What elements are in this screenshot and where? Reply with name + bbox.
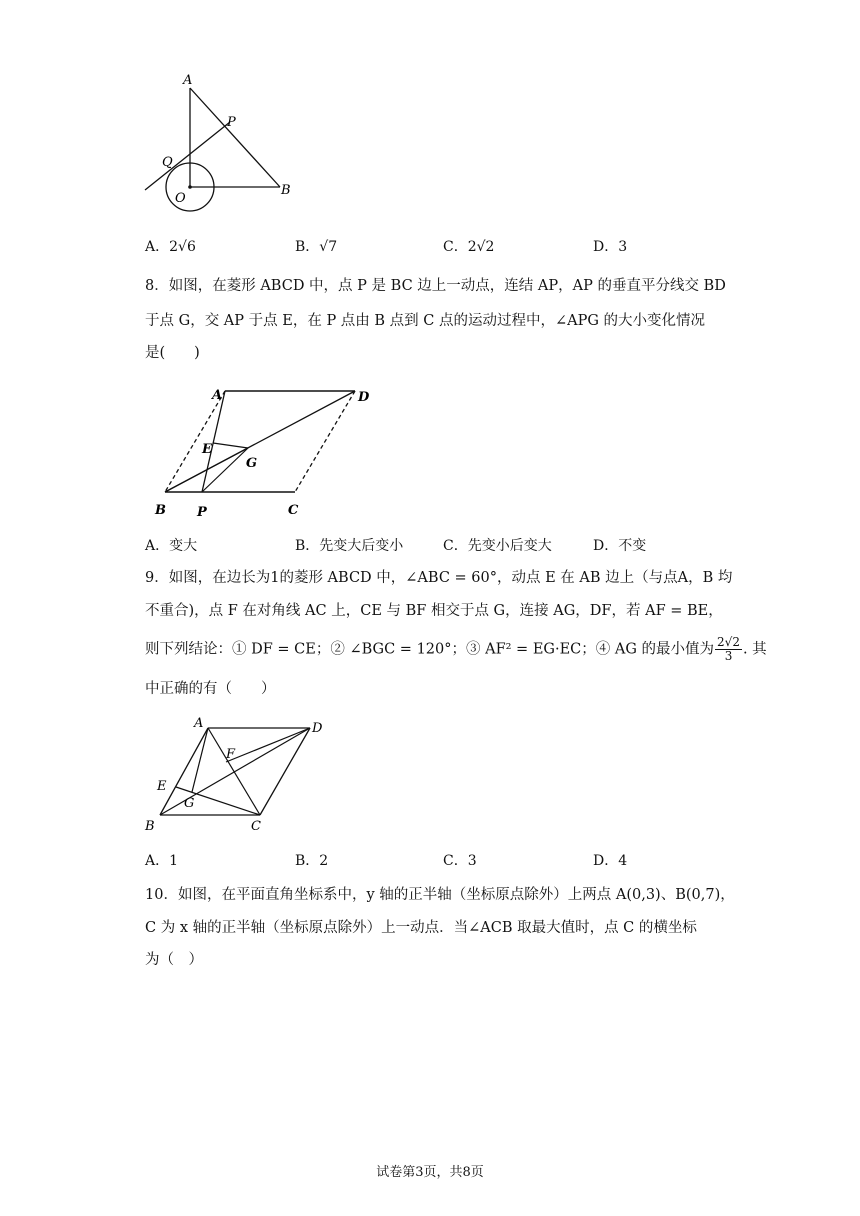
q9-label-e: E xyxy=(157,779,167,794)
q9-label-a: A xyxy=(194,716,204,731)
q9-label-f: F xyxy=(226,747,236,762)
q9-fraction-num: 2√2 xyxy=(717,635,740,649)
q9-options xyxy=(145,850,705,872)
q9-line3-post: . 其 xyxy=(742,641,767,658)
q9-label-c: C xyxy=(251,819,261,834)
q8-option-c[interactable]: C．先变小后变大 xyxy=(443,538,552,554)
q8-label-p: P xyxy=(197,505,207,520)
q7-option-c[interactable]: C．2√2 xyxy=(443,239,495,255)
q9-option-a[interactable]: A．1 xyxy=(145,853,179,869)
q7-option-d[interactable]: D．3 xyxy=(593,239,628,255)
q7-options xyxy=(145,236,705,258)
q10-text-line3: 为（ ） xyxy=(145,952,203,968)
q7-label-q: Q xyxy=(162,155,173,170)
q9-fraction xyxy=(715,636,742,663)
q8-label-c: C xyxy=(288,503,299,518)
q9-text-line3 xyxy=(145,636,767,663)
q9-option-c[interactable]: C．3 xyxy=(443,853,477,869)
q7-option-b[interactable]: B．√7 xyxy=(295,239,338,255)
q8-text-line1: 8．如图，在菱形 ABCD 中，点 P 是 BC 边上一动点，连结 AP，AP 的垂直平分线交 BD xyxy=(145,278,726,294)
q8-option-d[interactable]: D．不变 xyxy=(593,538,647,554)
q8-label-e: E xyxy=(202,442,212,457)
q9-option-d[interactable]: D．4 xyxy=(593,853,628,869)
q7-label-a: A xyxy=(183,73,193,88)
q8-figure xyxy=(150,382,390,522)
q9-label-d: D xyxy=(312,721,323,736)
page-footer: 试卷第3页，共8页 xyxy=(376,1165,484,1180)
q8-label-a: A xyxy=(212,388,223,403)
q10-text-line1: 10．如图，在平面直角坐标系中，y 轴的正半轴（坐标原点除外）上两点 A(0,3)、B(0,7)， xyxy=(145,887,735,903)
q9-label-g: G xyxy=(184,796,195,811)
q9-label-b: B xyxy=(145,819,155,834)
q9-figure xyxy=(140,712,340,837)
q9-text-line4: 中正确的有（ ） xyxy=(145,681,276,697)
q8-options xyxy=(145,535,705,557)
q7-label-p: P xyxy=(227,115,236,130)
q8-label-d: D xyxy=(358,390,370,405)
q9-fraction-den: 3 xyxy=(724,649,733,663)
q8-label-g: G xyxy=(246,456,258,471)
q8-text-line2: 于点 G，交 AP 于点 E，在 P 点由 B 点到 C 点的运动过程中，∠APG 的大小变化情况 xyxy=(145,313,706,329)
q8-label-b: B xyxy=(155,503,166,518)
q7-label-o: O xyxy=(175,191,186,206)
q8-text-line3: 是( ) xyxy=(145,345,200,361)
q8-option-a[interactable]: A．变大 xyxy=(145,538,198,554)
q9-line3-pre: 则下列结论：① DF = CE；② ∠BGC = 120°；③ AF² = EG·EC；④ AG 的最小值为 xyxy=(145,641,715,658)
q9-text-line1: 9．如图，在边长为1的菱形 ABCD 中，∠ABC = 60°，动点 E 在 AB 边上（与点A，B 均 xyxy=(145,570,733,586)
q7-label-b: B xyxy=(281,183,291,198)
q8-option-b[interactable]: B．先变大后变小 xyxy=(295,538,404,554)
q9-text-line2: 不重合)，点 F 在对角线 AC 上，CE 与 BF 相交于点 G，连接 AG，DF，若 AF = BE， xyxy=(145,603,723,619)
q10-text-line2: C 为 x 轴的正半轴（坐标原点除外）上一动点．当∠ACB 取最大值时，点 C 的横坐标 xyxy=(145,920,697,936)
q7-option-a[interactable]: A．2√6 xyxy=(145,239,196,255)
q7-figure xyxy=(135,70,305,215)
q9-option-b[interactable]: B．2 xyxy=(295,853,329,869)
